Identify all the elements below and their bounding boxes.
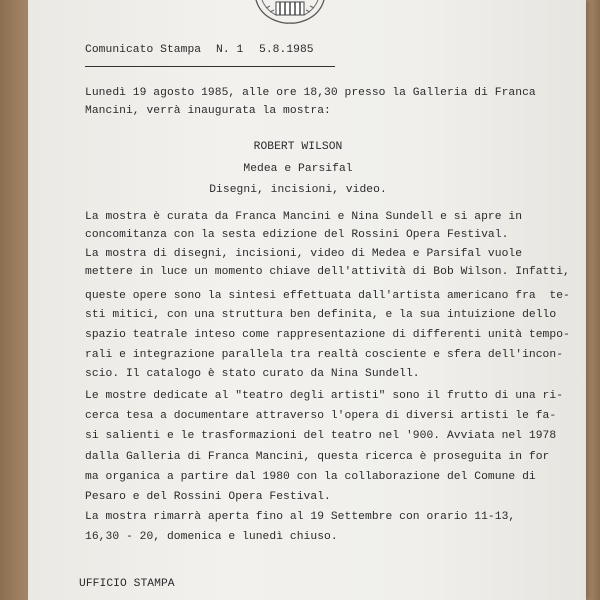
body-line: Pesaro e del Rossini Opera Festival. [85, 491, 331, 503]
exhibition-artist: ROBERT WILSON [253, 141, 343, 153]
body-line: queste opere sono la sintesi effettuata dall'artista americano fra te- [85, 290, 570, 302]
body-line: dalla Galleria di Franca Mancini, questa ricerca è proseguita in for [85, 451, 550, 463]
body-line: cerca tesa a documentare attraverso l'opera di diversi artisti le fa- [85, 410, 557, 422]
exhibition-title: Medea e Parsifal [243, 163, 353, 175]
body-line: mettere in luce un momento chiave dell'attività di Bob Wilson. Infatti, [85, 266, 570, 278]
body-line: 16,30 - 20, domenica e lunedì chiuso. [85, 531, 338, 543]
body-line: concomitanza con la sesta edizione del Rossini Opera Festival. [85, 229, 509, 241]
body-line: La mostra rimarrà aperta fino al 19 Settembre con orario 11-13, [85, 511, 516, 523]
footer-office: UFFICIO STAMPA [79, 578, 175, 590]
body-line: La mostra è curata da Franca Mancini e Nina Sundell e si apre in [85, 211, 523, 223]
body-line: sti mitici, con una struttura ben definita, e la sua intuizione dello [85, 309, 557, 321]
press-release-sheet [28, 0, 586, 600]
header-number: N. 1 [216, 44, 244, 56]
body-line: ma organica a partire dal 1980 con la collaborazione del Comune di [85, 471, 536, 483]
header-comunicato: Comunicato Stampa [85, 44, 202, 56]
body-line: si salienti e le trasformazioni del teatro nel '900. Avviata nel 1978 [85, 430, 557, 442]
exhibition-subtitle: Disegni, incisioni, video. [209, 184, 387, 196]
background-surface [0, 0, 28, 600]
body-line: Le mostre dedicate al "teatro degli artisti" sono il frutto di una ri- [85, 390, 564, 402]
letterhead-emblem-icon [250, 0, 330, 26]
intro-line: Lunedì 19 agosto 1985, alle ore 18,30 presso la Galleria di Franca [85, 87, 536, 99]
header-underline [85, 66, 335, 67]
body-line: rali e integrazione parallela tra realtà cosciente e sfera dell'incon- [85, 349, 564, 361]
body-line: La mostra di disegni, incisioni, video di Medea e Parsifal vuole [85, 248, 523, 260]
background-surface-right [586, 0, 600, 600]
intro-line: Mancini, verrà inaugurata la mostra: [85, 105, 331, 117]
body-line: scio. Il catalogo è stato curato da Nina Sundell. [85, 368, 420, 380]
header-date: 5.8.1985 [259, 44, 314, 56]
body-line: spazio teatrale inteso come rappresentazione di differenti unità tempo- [85, 329, 570, 341]
